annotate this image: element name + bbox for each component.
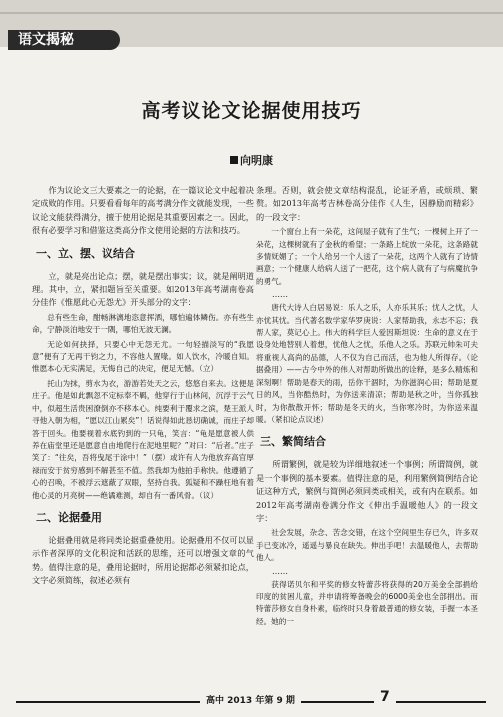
section-2-paragraph: 论据叠用就是将同类论据重叠使用。论据叠用不仅可以显示作者深厚的文化积淀和活跃的思维，还可以增强文章的气势。值得注意的是，叠用论据时，所用论据都必须紧扣论点，文字必须简练，叙述必须有 xyxy=(32,534,254,586)
intro-paragraph: 作为议论文三大要素之一的论据，在一篇议论文中起着决定成败的作用。只要看看每年的高考满分作文就能发现，一些议论文能获得满分，擅于使用论据是其重要因素之一。因此，很有必要学习和借鉴这类高分作文使用论据的方法和技巧。 xyxy=(32,185,254,236)
article-title: 高考议论文论据使用技巧 xyxy=(141,100,362,122)
quote-block: 获得诺贝尔和平奖的修女特蕾莎将获得的20万美金全部捐给印度的贫困儿童，并申请将筹备晚会的6000美金也全部捐出。而特蕾莎修女自身朴素，临终时只身着最普通的修女装，手握一本圣经。她的一 xyxy=(256,579,478,626)
quote-block: 唐代大诗人白居易说：乐人之乐，人亦乐其乐；忧人之忧，人亦忧其忧。当代著名数学家华罗庚说：人家帮助我，永志不忘；我帮人家，莫记心上。伟大的科学巨人爱因斯坦说：生命的意义在于设身处地替别人着想，忧他人之忧，乐他人之乐。苏联元帅朱可夫将重视人高尚的品德，人不仅为自己而活，也为他人所得存。（论据叠用）——古今中外的伟人对帮助所做出的诠释，是多么精炼和深刻啊！帮助是春天的雨，岳你干涸时，为你滋润心田；帮助是夏日的风，当你酷热时，为你送来清凉；帮助是秋之叶，当你孤独时，为你散散开怀；帮助是冬天的火，当你寒冷时，为你送来温暖。（紧扣论点议述） xyxy=(256,303,478,424)
page-number: 7 xyxy=(374,689,396,705)
ellipsis: …… xyxy=(272,566,288,576)
section-heading-3: 三、繁简结合 xyxy=(260,435,326,449)
section-heading-1: 一、立、摆、议结合 xyxy=(36,246,135,260)
quote-block: 总有些生命，酣畅淋漓地恣意挥洒，哪怕遍体鳞伤。亦有些生命，宁静淡泊地安于一隅，哪怕无波无澜。 xyxy=(32,312,254,335)
right-column xyxy=(256,184,478,630)
quote-block: 社会发展，杂念、苦念交错，在这个空间里生存已久，许多双手已变冰冷，遥遥与暴良在缺失。伸出手吧！去温暖他人，去帮助他人。 xyxy=(256,528,478,563)
quote-block: 无论如何抉择，只要心中无怨无尤。一句轻描淡写的“我愿意”便有了无再干钧之力，不容他人置喙。如人饮水，冷暖自知。惟愿本心无实满足，无悔自己的决定，便足无憾。（立） xyxy=(32,339,254,374)
section-1-paragraph: 立，就是亮出论点；摆，就是摆出事实；议，就是阐明道理。其中，立，紧扣题旨至关重要。如2013年高考湖南卷高分佳作《惟愿此心无怨尤》开头部分的文字： xyxy=(32,270,254,308)
left-column xyxy=(32,184,254,588)
author-name: 向明康 xyxy=(240,154,273,167)
article-author xyxy=(0,152,503,168)
section-heading-2: 二、论据叠用 xyxy=(36,510,102,524)
header-top-rule xyxy=(0,12,503,14)
quote-block: 一个窗台上有一朵花，这间屋子就有了生气；一棵树上开了一朵花，这棵树就有了金秋的希望；一条路上绽放一朵花，这条路就多情妩媚了；一个人给另一个人送了一朵花，这两个人就有了诗情画意；一个健康人给病人送了一把花，这个病人就有了与病魔抗争的勇气。 xyxy=(256,227,478,286)
quote-block: 托山为抹，剪水为衣，游游若处天之云，悠悠自来去。这便是庄子。他是如此飘忽不定标奉不羁，他穿行于山林间，沉浮于云气中，似超生活贵困潦倒亦不移本心。纯要利于覆求之滨，楚王派人寻他入朝为相，“愿以江山累矣”！话说得如此恳切确诚，而庄子却答于回头。他要视着水底钓到的一只龟，笑言：“龟是愿意被人供养在庙堂里还是愿意自由地爬行在泥地里呢？”对曰：“后者。”庄子笑了：“往矣，吾将曳尾于涂中！”（摆）或许有人为他放弃高官厚禄而安于贫穷感到不解甚至不值。然我却为他拍手称快。他遵循了心的召唤，不被浮云遮蔽了双眼，坚持自我。狐疑和不躁枉地有着他心灵的月亮树——绝谲难测，却自有一番风骨。（议） xyxy=(32,378,254,500)
section-3-paragraph: 所谓繁例，就是较为详细地叙述一个事例；所谓简例，就是一个事例的基本要素。值得注意的是，利用繁例简例结合论证这种方式，繁例与简例必须同类或相关，或有内在联系。如2012年高考湖南卷满分作文《伸出手温暖他人》的一段文字： xyxy=(256,459,478,523)
section-tag: 语文揭秘 xyxy=(8,30,120,50)
author-square-icon xyxy=(230,156,238,164)
ellipsis: …… xyxy=(272,290,288,300)
magazine-issue: 高中 2013 年第 9 期 xyxy=(200,693,301,706)
page-footer xyxy=(0,689,503,715)
continued-paragraph: 条理。否则，就会使文章结构混乱，论证矛盾，或烦琐、繁赘。如2013年高考吉林卷高分佳作《人生，因静励而精彩》的一段文字： xyxy=(256,185,478,222)
